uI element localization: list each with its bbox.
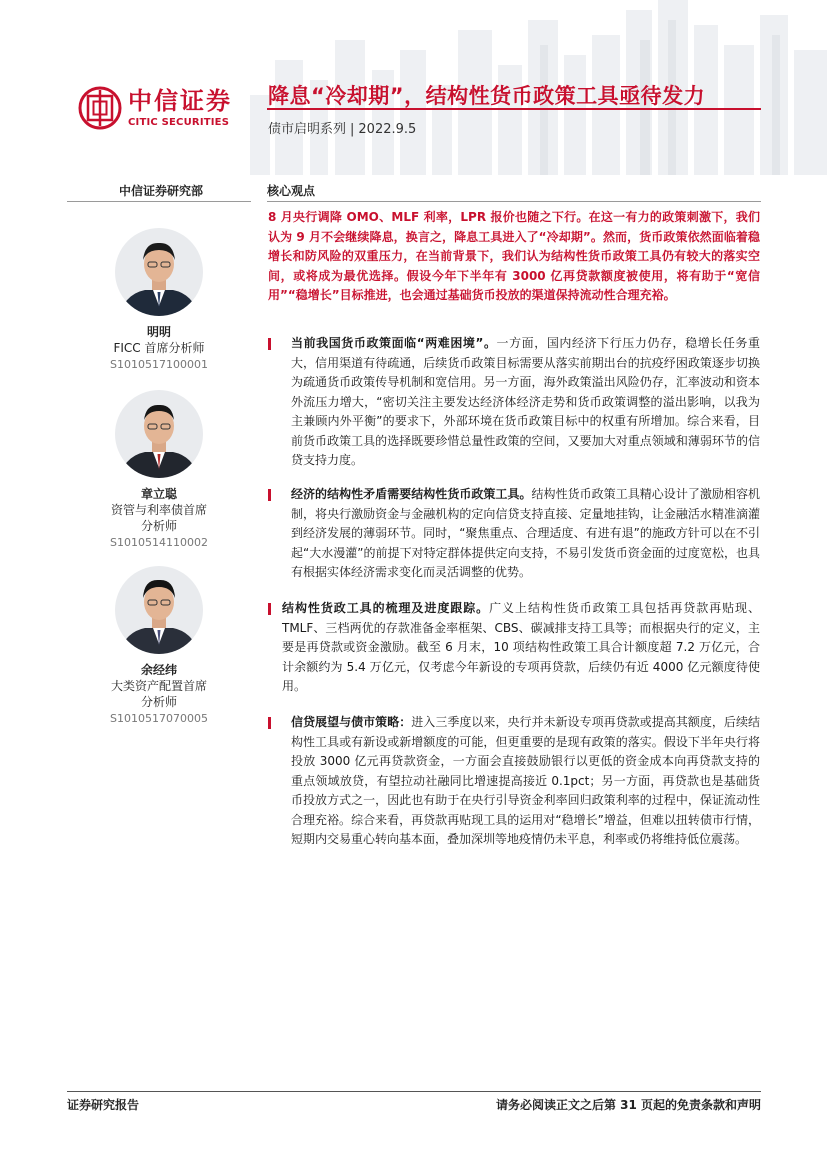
analyst-title: 分析师 [140, 519, 177, 533]
key-point [268, 713, 760, 850]
analyst-name: 明明 [146, 325, 171, 339]
analyst-license-code: S1010517070005 [110, 712, 208, 725]
analyst-license-code: S1010514110002 [110, 536, 208, 549]
analyst-title: 分析师 [140, 695, 177, 709]
core-summary: 8 月央行调降 OMO、MLF 利率，LPR 报价也随之下行。在这一有力的政策刺激下，我们认为 9 月不会继续降息，换言之，降息工具进入了“冷却期”。然而，货币政策依然面临着稳增长和防风险的双重压力，在当前背景下，我们认为结构性货币政策工具仍有较大的落实空间，或将成为最优选择。假设今年下半年有 3000 亿再贷款额度被使用，将有助于“宽信用”“稳增长”目标推进，也会通过基础货币投放的渠道保持流动性合理充裕。 [268, 210, 760, 302]
report-series: 债市启明系列 [268, 122, 347, 137]
report-date: 2022.9.5 [358, 122, 417, 137]
analyst-name: 章立聪 [140, 487, 177, 501]
footer-report-type: 证券研究报告 [67, 1098, 140, 1112]
citic-logo [78, 86, 232, 130]
analyst-card [67, 566, 251, 727]
key-point-body: 进入三季度以来，央行并未新设专项再贷款或提高其额度，后续结构性工具或有新设或新增额度的可能，但更重要的是现有政策的落实。假设下半年央行将投放 3000 亿元再贷款资金，一方面会直接鼓励银行以更低的资金成本向再贷款支持的重点领域放贷，有望拉动社融同比增速提高接近 0.1pct；另一方面，再贷款也是基础货币投放方式之一，因此也有助于在央行引导资金利率回归政策利率的过程中，保证流动性合理充裕。综合来看，再贷款再贴现工具的运用对“稳增长”增益，但难以扭转债市行情，短期内交易重心转向基本面，叠加深圳等地疫情仍未平息，利率或仍将维持低位震荡。 [291, 715, 760, 846]
main-divider [267, 201, 761, 202]
key-point-lead: 经济的结构性矛盾需要结构性货币政策工具。 [291, 487, 532, 501]
series-separator: | [350, 122, 355, 137]
analyst-name: 余经纬 [140, 663, 177, 677]
key-point-lead: 当前我国货币政策面临“两难困境”。 [291, 336, 497, 350]
citic-logo-icon [78, 86, 122, 130]
key-point-body: 一方面，国内经济下行压力仍存，稳增长任务重大，信用渠道有待疏通，后续货币政策目标需要从落实前期出台的抗疫纾困政策逐步切换为疏通货币政策传导机制和宽信用。另一方面，海外政策溢出风险仍存，汇率波动和资本外流压力增大，“密切关注主要发达经济体经济走势和货币政策调整的溢出影响，以我为主兼顾内外平衡”的要求下，外部环境在货币政策目标中的权重有所增加。综合来看，目前货币政策工具的选择既要珍惜总量性政策的空间，又要加大对重点领域和薄弱环节的信贷支持力度。 [291, 336, 760, 467]
department-heading: 中信证券研究部 [119, 184, 204, 198]
bullet-marker-icon [268, 489, 271, 501]
analyst-photo-icon [115, 566, 203, 654]
bullet-marker-icon [268, 717, 271, 729]
analyst-title: 大类资产配置首席 [110, 679, 207, 693]
brand-name-cn: 中信证券 [128, 87, 232, 115]
footer-divider [67, 1091, 761, 1092]
key-point-lead: 信贷展望与债市策略： [291, 715, 412, 729]
analyst-title: 资管与利率债首席 [110, 503, 207, 517]
analyst-license-code: S1010517100001 [110, 358, 208, 371]
key-point [268, 485, 760, 583]
analyst-card [67, 228, 251, 373]
report-series-line [268, 118, 416, 137]
sidebar-divider [67, 201, 251, 202]
key-point-body: 结构性货币政策工具精心设计了激励相容机制，将央行激励资金与金融机构的定向信贷支持直接、定量地挂钩，让金融活水精准滴灌到经济发展的薄弱环节。同时，“聚焦重点、合理适度、有进有退”的施政方针可以在不引起“大水漫灌”的前提下对特定群体提供定向支持，不易引发货币资金面的过度宽松，也具有根据实体经济需求变化而灵活调整的优势。 [291, 487, 760, 579]
analyst-photo-icon [115, 228, 203, 316]
key-point-lead: 结构性货政工具的梳理及进度跟踪。 [282, 601, 490, 615]
brand-name-en: CITIC SECURITIES [128, 117, 230, 128]
bullet-marker-icon [268, 603, 271, 615]
analyst-photo-icon [115, 390, 203, 478]
title-divider [267, 108, 761, 110]
key-point-body: 广义上结构性货币政策工具包括再贷款再贴现、TMLF、三档两优的存款准备金率框架、CBS、碳减排支持工具等；而根据央行的定义，主要是再贷款或资金激励。截至 6 月末，10 项结构性政策工具合计额度超 7.2 万亿元，合计余额约为 5.4 万亿元，仅考虑今年新设的专项再贷款，后续仍有近 4000 亿元额度待使用。 [282, 601, 760, 693]
footer-disclaimer: 请务必阅读正文之后第 31 页起的免责条款和声明 [495, 1098, 761, 1112]
analyst-title: FICC 首席分析师 [113, 341, 205, 355]
core-view-heading: 核心观点 [267, 184, 316, 198]
report-header [0, 0, 827, 175]
analyst-card [67, 390, 251, 551]
key-point [268, 334, 760, 471]
key-point [268, 599, 760, 697]
report-title: 降息“冷却期”，结构性货币政策工具亟待发力 [268, 84, 706, 108]
bullet-marker-icon [268, 338, 271, 350]
